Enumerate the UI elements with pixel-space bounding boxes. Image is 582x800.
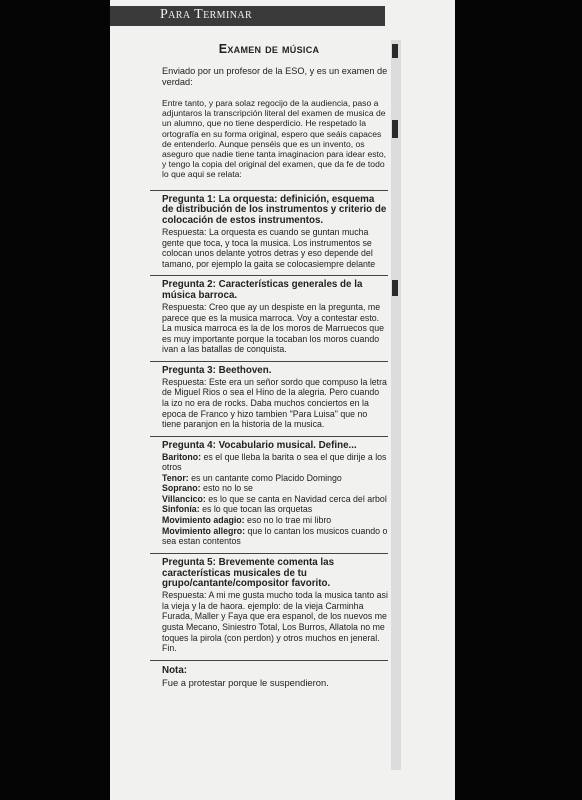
note-label: Nota: xyxy=(162,664,188,676)
vocab-term: Sinfonía: xyxy=(162,504,200,515)
question-answer: Respuesta: La orquesta es cuando se guntan mucha gente que toca, y toca la musica. Los instrumentos se colocan unos delante yotros detras y eso depende del tamano, por ejemplo la gaita se colocasiempre delante xyxy=(162,227,376,269)
question-title: Pregunta 3: Beethoven. xyxy=(162,364,272,376)
question-title: Pregunta 5: Brevemente comenta las características musicales de tu grupo/cantante/compositor favorito. xyxy=(162,556,335,590)
question-block-vocabulary xyxy=(150,436,388,553)
section-header: Para Terminar xyxy=(160,7,253,22)
vocab-definition: esto no lo se xyxy=(200,483,253,494)
vocab-term: Villancico: xyxy=(162,493,206,504)
article-subtitle: Enviado por un profesor de la ESO, y es un examen de verdad: xyxy=(162,66,388,88)
question-answer: Respuesta: Este era un señor sordo que compuso la letra de Miguel Rios o sea el Hino de la alegria. Pero cuando la izo no era de rocks. Daba muchos conciertos en la epoca de Franco y hizo tambien "Para Luisa" que no tiene paranjon en la historia de la musica. xyxy=(162,376,387,430)
question-block xyxy=(150,553,388,660)
question-answer: Respuesta: Creo que ay un despiste en la pregunta, me parece que es la musica marroca. Voy a contestar esto. La musica marroca es la de los moros de Marruecos que es muy importante porque la tocaban los moros cuando ivan a las batallas de conquista. xyxy=(162,301,384,355)
scan-background-left xyxy=(0,0,110,800)
adjacent-page-mark xyxy=(392,44,398,58)
vocab-entry xyxy=(162,526,388,547)
vocab-definition: es lo que tocan las orquetas xyxy=(199,504,313,515)
vocab-definition: es un cantante como Placido Domingo xyxy=(188,472,342,483)
vocab-definition: es el que lleba la barita o sea el que dirije a los otros xyxy=(162,451,387,473)
question-block xyxy=(150,190,388,276)
vocab-entry xyxy=(162,515,388,526)
question-block xyxy=(150,275,388,361)
adjacent-page-edge xyxy=(391,40,401,770)
note-text: Fue a protestar porque le suspendieron. xyxy=(162,676,329,688)
adjacent-page-mark xyxy=(392,120,398,138)
vocab-term: Soprano: xyxy=(162,483,201,494)
vocab-entry xyxy=(162,504,388,515)
vocab-entry xyxy=(162,483,388,494)
vocab-term: Tenor: xyxy=(162,472,189,483)
vocab-entry xyxy=(162,452,388,473)
adjacent-page-mark xyxy=(392,280,398,296)
note-block xyxy=(150,660,388,688)
question-title: Pregunta 1: La orquesta: definición, esquema de distribución de los instrumentos y criterio de colocación de estos instrumentos. xyxy=(162,193,387,227)
vocab-term: Movimiento adagio: xyxy=(162,515,245,526)
question-title: Pregunta 4: Vocabulario musical. Define... xyxy=(162,439,357,451)
vocab-definition: eso no lo trae mi libro xyxy=(244,515,332,526)
vocab-entry xyxy=(162,473,388,484)
vocab-definition: que lo cantan los musicos cuando o sea estan contentos xyxy=(162,525,388,547)
article-column xyxy=(150,38,388,688)
vocab-term: Movimiento allegro: xyxy=(162,525,246,536)
vocab-definition: es lo que se canta en Navidad cerca del arbol xyxy=(205,493,387,504)
question-block xyxy=(150,361,388,436)
question-title: Pregunta 2: Características generales de la música barroca. xyxy=(162,279,363,302)
question-answer: Respuesta: A mi me gusta mucho toda la musica tanto asi la vieja y la de haora. ejemplo: de la vieja Carminha Furada, Maller y Faya que era espanol, de los nuevos me gusta Mecano, Siniestro Total, Los Burros, Allatola no me toques la pirola (con perdon) y otros muchos en jeneral. Fin. xyxy=(162,590,388,654)
scan-background-right xyxy=(455,0,582,800)
vocab-term: Baritono: xyxy=(162,451,202,462)
article-intro: Entre tanto, y para solaz regocijo de la audiencia, paso a adjuntaros la transcripción literal del examen de musica de un alumno, que no tiene desperdicio. He respetado la ortografía en su forma original, espero que seáis capaces de entenderlo. Aunque penséis que es un invento, os aseguro que nadie tiene tanta imaginacion para idear esto, y tengo la copia del original del examen, que da fe de todo lo que aqui se relata: xyxy=(162,98,387,180)
vocab-entry xyxy=(162,494,388,505)
article-title: Examen de música xyxy=(218,42,320,56)
